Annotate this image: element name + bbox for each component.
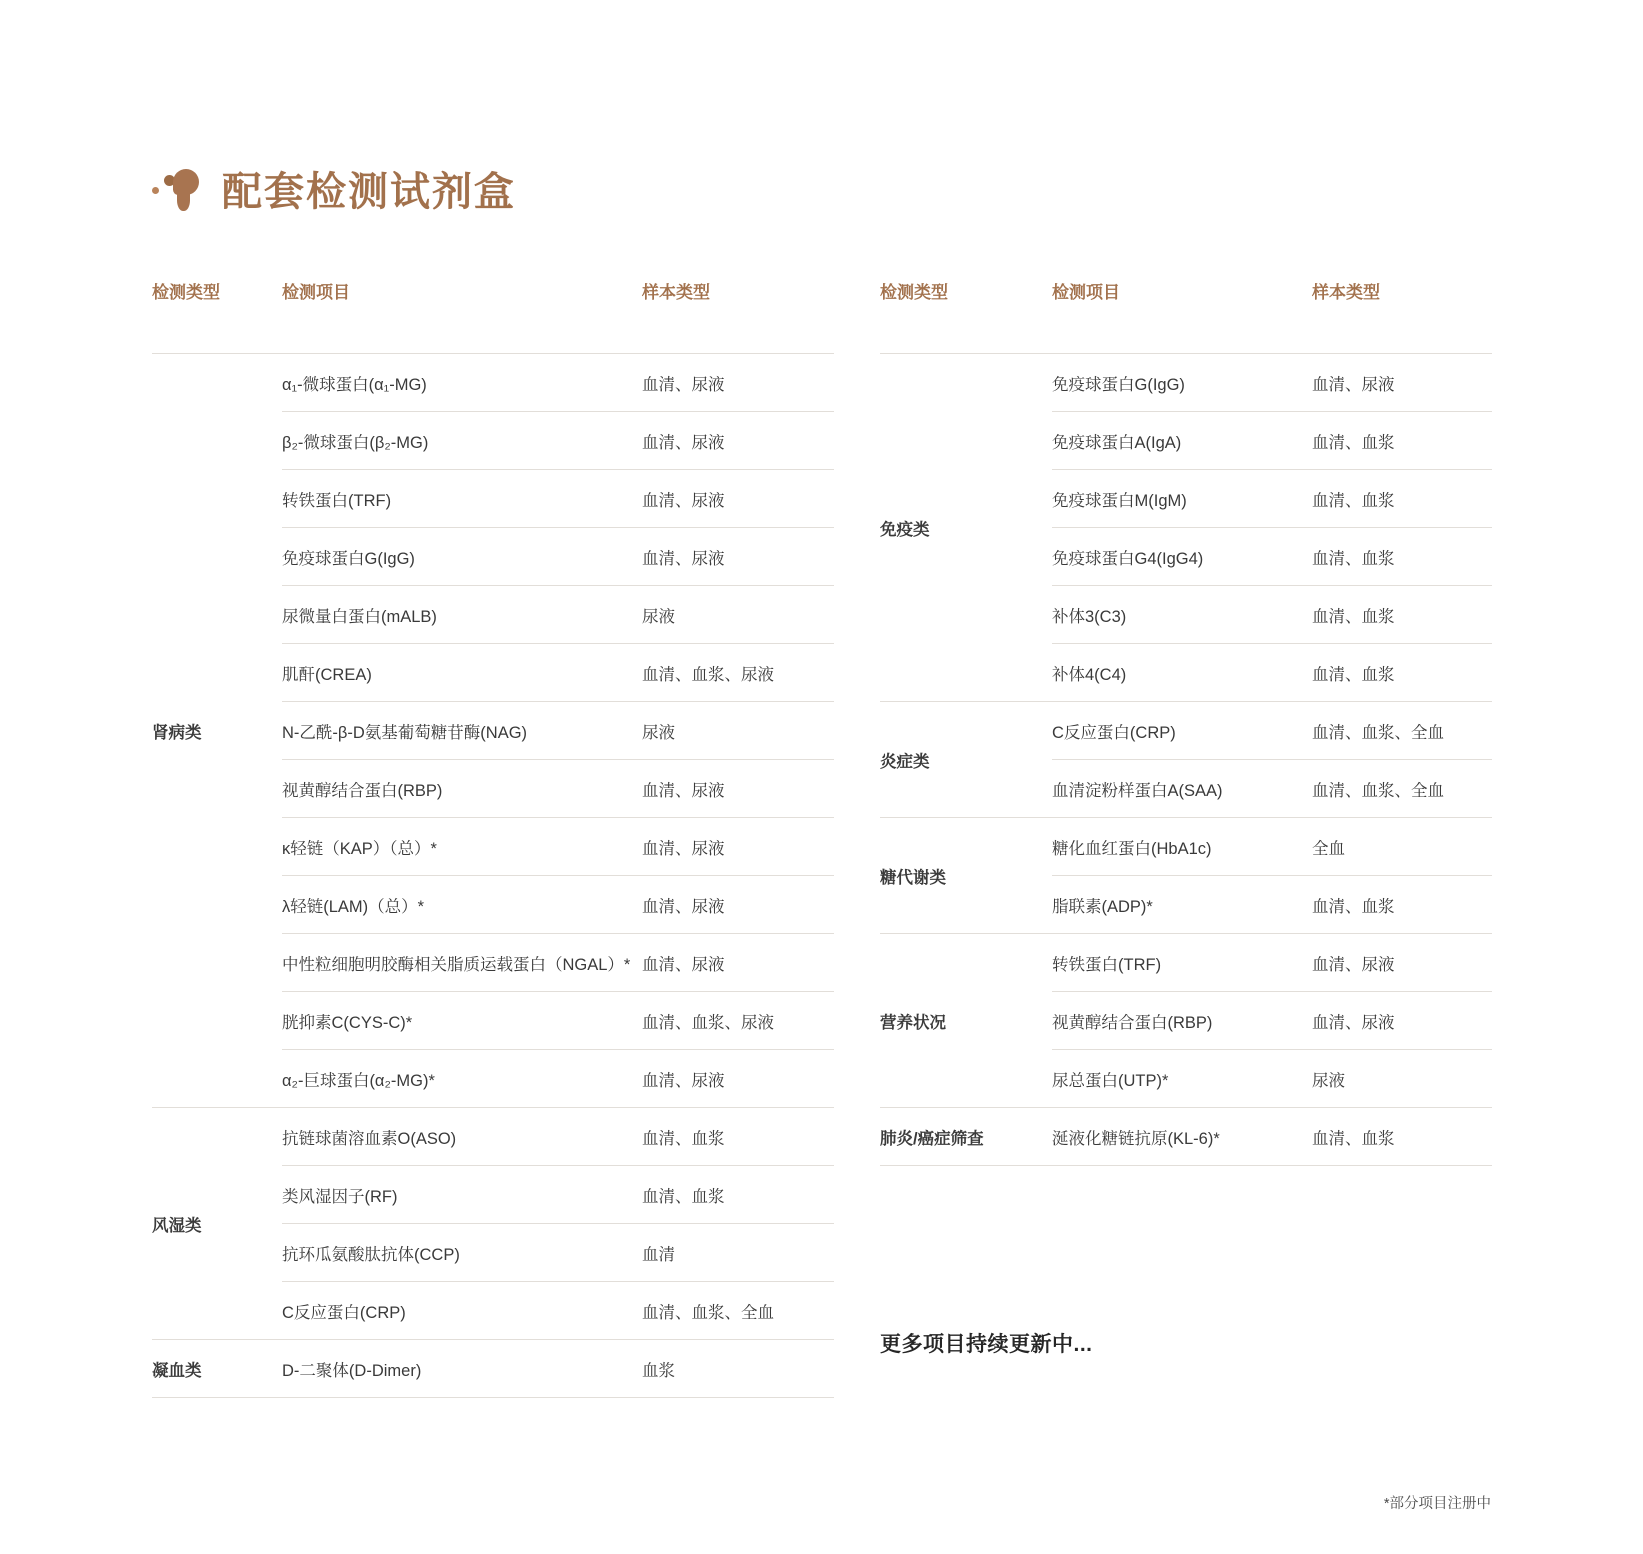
sample-cell: 血清、血浆	[1312, 644, 1492, 702]
category-cell: 肺炎/癌症筛查	[880, 1108, 1052, 1166]
sample-cell: 血清、尿液	[642, 354, 834, 412]
more-items-note: 更多项目持续更新中...	[880, 1333, 1093, 1356]
item-cell: κ轻链（KAP）（总）*	[282, 818, 642, 876]
column-header-item: 检测项目	[1052, 283, 1120, 302]
item-cell: 肌酐(CREA)	[282, 644, 642, 702]
table-row	[880, 702, 1492, 760]
table-row	[880, 934, 1492, 992]
right-table-body	[880, 354, 1492, 1166]
column-header-item: 检测项目	[282, 283, 350, 302]
item-cell: 尿微量白蛋白(mALB)	[282, 586, 642, 644]
item-cell: D-二聚体(D-Dimer)	[282, 1340, 642, 1398]
item-cell: 免疫球蛋白G(IgG)	[282, 528, 642, 586]
sample-cell: 血清、血浆	[1312, 470, 1492, 528]
category-cell: 风湿类	[152, 1108, 282, 1340]
table-row	[152, 1108, 834, 1166]
column-header-sample: 样本类型	[1312, 283, 1380, 302]
left-table-header-row	[152, 278, 834, 320]
sample-cell: 血清、血浆	[642, 1166, 834, 1224]
item-cell: 免疫球蛋白G(IgG)	[1052, 354, 1312, 412]
item-cell: 脂联素(ADP)*	[1052, 876, 1312, 934]
sample-cell: 血清、尿液	[1312, 992, 1492, 1050]
item-cell: 转铁蛋白(TRF)	[282, 470, 642, 528]
sample-cell: 血清、血浆、全血	[642, 1282, 834, 1340]
item-cell: β₂-微球蛋白(β₂-MG)	[282, 412, 642, 470]
table-row	[880, 354, 1492, 412]
item-cell: 补体4(C4)	[1052, 644, 1312, 702]
right-kit-table	[880, 278, 1492, 1166]
column-header-type: 检测类型	[152, 283, 220, 302]
left-table-body	[152, 354, 834, 1398]
item-cell: 中性粒细胞明胶酶相关脂质运载蛋白（NGAL）*	[282, 934, 642, 992]
right-table-header-row	[880, 278, 1492, 320]
column-header-type: 检测类型	[880, 283, 948, 302]
sample-cell: 尿液	[1312, 1050, 1492, 1108]
sample-cell: 血清、血浆	[1312, 586, 1492, 644]
item-cell: α₁-微球蛋白(α₁-MG)	[282, 354, 642, 412]
item-cell: 胱抑素C(CYS-C)*	[282, 992, 642, 1050]
item-cell: λ轻链(LAM)（总）*	[282, 876, 642, 934]
table-row	[152, 1340, 834, 1398]
sample-cell: 血清、尿液	[642, 528, 834, 586]
item-cell: 补体3(C3)	[1052, 586, 1312, 644]
right-header-rule	[880, 320, 1492, 354]
sample-cell: 血清、尿液	[642, 412, 834, 470]
item-cell: C反应蛋白(CRP)	[1052, 702, 1312, 760]
item-cell: 尿总蛋白(UTP)*	[1052, 1050, 1312, 1108]
brand-droplet-icon	[152, 163, 208, 215]
category-cell: 营养状况	[880, 934, 1052, 1108]
sample-cell: 血清、血浆	[1312, 412, 1492, 470]
sample-cell: 血清、血浆、全血	[1312, 760, 1492, 818]
sample-cell: 血清、血浆	[1312, 1108, 1492, 1166]
item-cell: 免疫球蛋白M(IgM)	[1052, 470, 1312, 528]
item-cell: 血清淀粉样蛋白A(SAA)	[1052, 760, 1312, 818]
category-cell: 炎症类	[880, 702, 1052, 818]
item-cell: 抗环瓜氨酸肽抗体(CCP)	[282, 1224, 642, 1282]
table-row	[152, 354, 834, 412]
sample-cell: 血清、尿液	[642, 1050, 834, 1108]
item-cell: 涎液化糖链抗原(KL-6)*	[1052, 1108, 1312, 1166]
item-cell: 视黄醇结合蛋白(RBP)	[282, 760, 642, 818]
category-cell: 肾病类	[152, 354, 282, 1108]
sample-cell: 血清、尿液	[1312, 934, 1492, 992]
sample-cell: 血清、尿液	[642, 470, 834, 528]
sample-cell: 血清、尿液	[642, 818, 834, 876]
left-table-wrapper	[152, 278, 834, 1398]
sample-cell: 血清、尿液	[1312, 354, 1492, 412]
sample-cell: 血浆	[642, 1340, 834, 1398]
sample-cell: 血清、尿液	[642, 876, 834, 934]
item-cell: 免疫球蛋白G4(IgG4)	[1052, 528, 1312, 586]
left-kit-table	[152, 278, 834, 1398]
item-cell: 糖化血红蛋白(HbA1c)	[1052, 818, 1312, 876]
sample-cell: 血清	[642, 1224, 834, 1282]
category-cell: 糖代谢类	[880, 818, 1052, 934]
table-row	[880, 818, 1492, 876]
item-cell: α₂-巨球蛋白(α₂-MG)*	[282, 1050, 642, 1108]
sample-cell: 血清、血浆	[642, 1108, 834, 1166]
sample-cell: 尿液	[642, 702, 834, 760]
item-cell: 视黄醇结合蛋白(RBP)	[1052, 992, 1312, 1050]
left-header-rule	[152, 320, 834, 354]
page-title	[152, 160, 516, 217]
page-title-text: 配套检测试剂盒	[222, 170, 516, 214]
sample-cell: 血清、血浆、尿液	[642, 992, 834, 1050]
category-cell: 凝血类	[152, 1340, 282, 1398]
sample-cell: 血清、血浆	[1312, 528, 1492, 586]
item-cell: 类风湿因子(RF)	[282, 1166, 642, 1224]
item-cell: C反应蛋白(CRP)	[282, 1282, 642, 1340]
sample-cell: 血清、尿液	[642, 760, 834, 818]
sample-cell: 血清、血浆、尿液	[642, 644, 834, 702]
sample-cell: 血清、血浆	[1312, 876, 1492, 934]
sample-cell: 全血	[1312, 818, 1492, 876]
item-cell: 抗链球菌溶血素O(ASO)	[282, 1108, 642, 1166]
column-header-sample: 样本类型	[642, 283, 710, 302]
item-cell: N-乙酰-β-D氨基葡萄糖苷酶(NAG)	[282, 702, 642, 760]
sample-cell: 尿液	[642, 586, 834, 644]
item-cell: 免疫球蛋白A(IgA)	[1052, 412, 1312, 470]
sample-cell: 血清、尿液	[642, 934, 834, 992]
category-cell: 免疫类	[880, 354, 1052, 702]
sample-cell: 血清、血浆、全血	[1312, 702, 1492, 760]
table-row	[880, 1108, 1492, 1166]
right-table-wrapper	[880, 278, 1492, 1166]
registration-footnote: *部分项目注册中	[1383, 1496, 1491, 1512]
item-cell: 转铁蛋白(TRF)	[1052, 934, 1312, 992]
